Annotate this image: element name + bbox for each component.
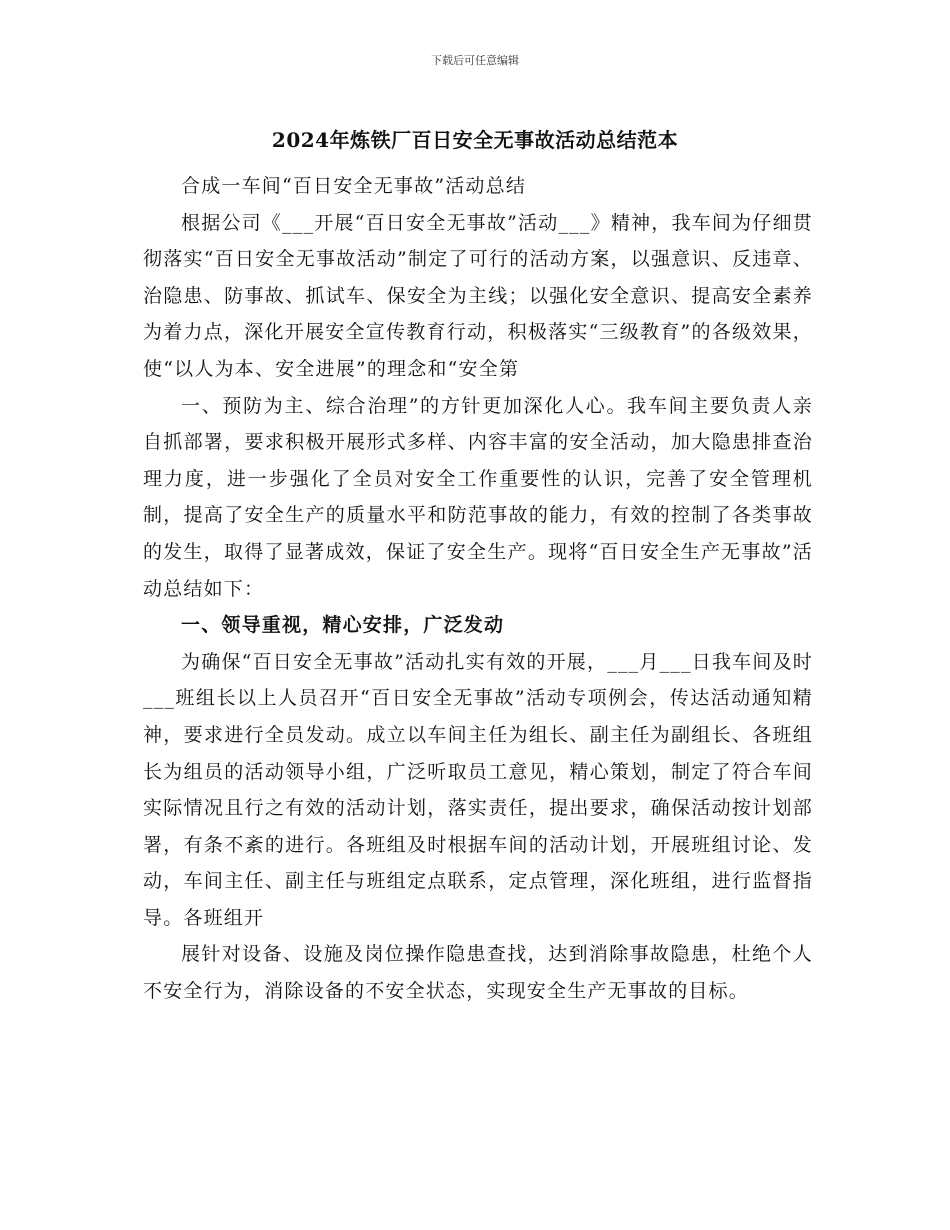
- document-body: [143, 168, 813, 1010]
- page-header-note: 下载后可任意编辑: [431, 54, 519, 67]
- paragraph-subtitle: 合成一车间“百日安全无事故”活动总结: [181, 175, 527, 197]
- paragraph-section1-body: 为确保“百日安全无事故”活动扎实有效的开展，___月___日我车间及时___班组长以上人员召开“百日安全无事故”活动专项例会，传达活动通知精神，要求进行全员发动。成立以车间主任为组长、副主任为副组长、各班组长为组员的活动领导小组，广泛听取员工意见，精心策划，制定了符合车间实际情况且行之有效的活动计划，落实责任，提出要求，确保活动按计划部署，有条不紊的进行。各班组及时根据车间的活动计划，开展班组讨论、发动，车间主任、副主任与班组定点联系，定点管理，深化班组，进行监督指导。各班组开: [143, 650, 813, 929]
- paragraph-intro: 根据公司《___开展“百日安全无事故”活动___》精神，我车间为仔细贯彻落实“百日安全无事故活动”制定了可行的活动方案，以强意识、反违章、治隐患、防事故、抓试车、保安全为主线；以强化安全意识、提高安全素养为着力点，深化开展安全宣传教育行动，积极落实“三级教育”的各级效果，使“以人为本、安全进展”的理念和“安全第: [143, 211, 813, 380]
- paragraph-section1-continued: 展针对设备、设施及岗位操作隐患查找，达到消除事故隐患，杜绝个人不安全行为，消除设备的不安全状态，实现安全生产无事故的目标。: [143, 943, 813, 1003]
- paragraph-intro-continued: 一、预防为主、综合治理”的方针更加深化人心。我车间主要负责人亲自抓部署，要求积极开展形式多样、内容丰富的安全活动，加大隐患排查治理力度，进一步强化了全员对安全工作重要性的认识，完善了安全管理机制，提高了安全生产的质量水平和防范事故的能力，有效的控制了各类事故的发生，取得了显著成效，保证了安全生产。现将“百日安全生产无事故”活动总结如下：: [143, 394, 813, 600]
- document-title: 2024年炼铁厂百日安全无事故活动总结范本: [271, 128, 679, 152]
- section-heading-1: 一、领导重视，精心安排，广泛发动: [181, 614, 505, 637]
